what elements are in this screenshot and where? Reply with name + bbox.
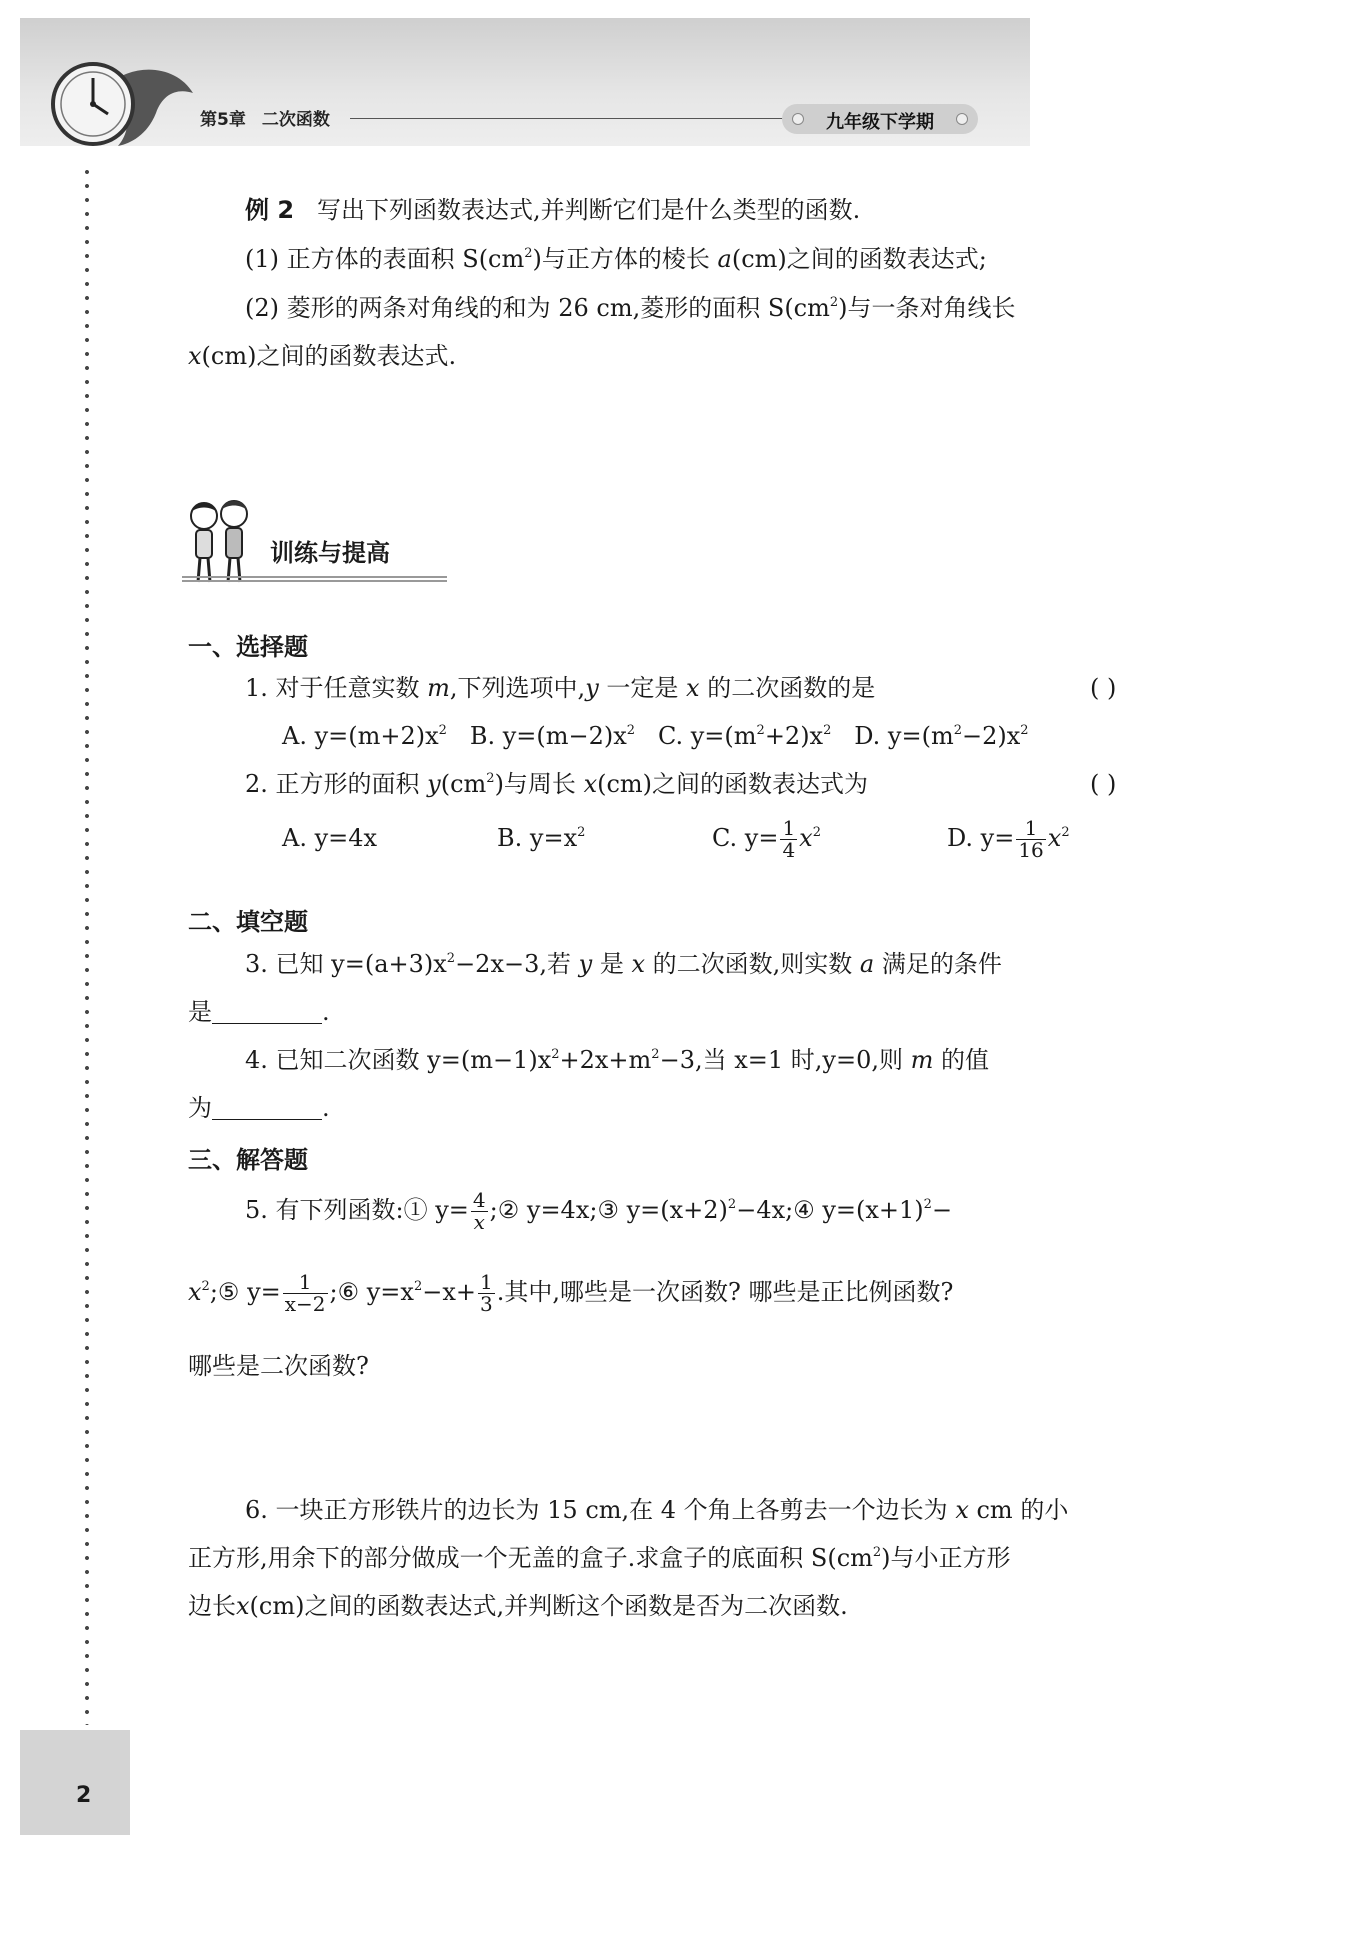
equation: −2x−3: [455, 950, 540, 978]
example-item-1: [245, 247, 987, 271]
text: 一定是: [598, 674, 687, 702]
section-2-title: 二、填空题: [188, 908, 308, 936]
numerator: 1: [1016, 818, 1045, 840]
chapter-title: 二次函数: [261, 110, 330, 130]
text: 是: [188, 998, 212, 1026]
answer-blank-3[interactable]: [212, 1003, 322, 1024]
text: 边长: [188, 1592, 236, 1620]
option-c[interactable]: [658, 722, 831, 750]
superscript: 2: [577, 825, 586, 840]
option-text: +2)x: [764, 722, 824, 750]
superscript: 2: [551, 1047, 560, 1062]
text: ;⑥: [329, 1278, 367, 1306]
equation: y=(x+1): [822, 1196, 924, 1224]
superscript: 2: [1020, 723, 1029, 738]
example-intro: [245, 198, 860, 222]
variable: a: [859, 950, 875, 978]
equation: −4x: [736, 1196, 786, 1224]
variable: x: [188, 1278, 202, 1306]
text: )与小正方形: [881, 1544, 1011, 1572]
option-d[interactable]: [854, 722, 1028, 750]
equation: −x+: [422, 1278, 476, 1306]
grade-pill: [782, 104, 978, 134]
question-4: [245, 1048, 989, 1072]
equation: y=(x+2): [626, 1196, 728, 1224]
superscript: 2: [923, 1197, 932, 1212]
question-6-cont: [188, 1546, 1011, 1570]
text: )与一条对角线长: [838, 294, 1016, 322]
dotted-margin-line: [84, 165, 90, 1725]
question-6: [245, 1498, 1068, 1522]
text: 2. 正方形的面积: [245, 770, 428, 798]
variable: y: [578, 950, 593, 978]
denominator: 16: [1018, 838, 1044, 862]
question-3: [245, 952, 1002, 976]
superscript: 2: [829, 295, 839, 310]
text: 的二次函数,则实数: [645, 950, 860, 978]
denominator: x−2: [284, 1292, 326, 1316]
example-intro-text: 写出下列函数表达式,并判断它们是什么类型的函数.: [316, 196, 861, 224]
text: (2) 菱形的两条对角线的和为 26 cm,菱形的面积 S(cm: [245, 294, 830, 322]
option-text: A. y=(m+2)x: [282, 722, 439, 750]
variable: m: [910, 1046, 934, 1074]
answer-paren-2: ( ): [1090, 770, 1117, 798]
text: cm 的小: [968, 1496, 1069, 1524]
section-banner-title: 训练与提高: [270, 539, 390, 567]
question-6-cont-2: [188, 1594, 848, 1618]
text: (cm)之间的函数表达式为: [597, 770, 869, 798]
option-b[interactable]: [497, 824, 712, 853]
text: 6. 一块正方形铁片的边长为 15 cm,在 4 个角上各剪去一个边长为: [245, 1496, 956, 1524]
text: (cm)之间的函数表达式;: [731, 245, 987, 273]
page-number-box: [20, 1730, 130, 1835]
option-text: −2)x: [961, 722, 1021, 750]
question-2: [245, 772, 868, 796]
variable: y: [585, 674, 599, 702]
equation: −: [931, 1196, 953, 1224]
question-5-cont: [188, 1272, 953, 1315]
text: 满足的条件: [874, 950, 1002, 978]
text: 时,: [783, 1046, 823, 1074]
option-d[interactable]: [947, 816, 1070, 862]
page-number: 2: [76, 1783, 92, 1808]
option-b[interactable]: [470, 722, 635, 750]
equation: y=(a+3)x: [331, 950, 447, 978]
variable: x: [583, 770, 598, 798]
superscript: 2: [446, 951, 456, 966]
option-text: D. y=: [947, 824, 1015, 852]
variable: m: [427, 674, 450, 702]
variable: x: [686, 674, 700, 702]
text: 4. 已知二次函数: [245, 1046, 428, 1074]
equation: y=x: [366, 1278, 414, 1306]
variable: x: [1047, 824, 1062, 852]
equation: +2x+m: [559, 1046, 652, 1074]
text: 是: [592, 950, 632, 978]
question-4-cont: 为 .: [188, 1094, 330, 1122]
equation: −3: [659, 1046, 695, 1074]
header-rule: [350, 118, 785, 119]
kids-illustration-icon: [182, 498, 257, 586]
answer-blank-4[interactable]: [212, 1099, 322, 1120]
text: ,下列选项中,: [449, 674, 586, 702]
denominator: 3: [479, 1292, 493, 1316]
question-5-cont-2: 哪些是二次函数?: [188, 1352, 369, 1380]
text: (1) 正方体的表面积 S(cm: [245, 245, 525, 273]
example-item-2: [245, 296, 1016, 320]
question-5: [245, 1190, 952, 1233]
text: ;⑤: [209, 1278, 248, 1306]
text: 为: [188, 1094, 212, 1122]
superscript: 2: [438, 723, 447, 738]
option-c[interactable]: [712, 818, 947, 861]
section-banner-underline: [182, 576, 447, 582]
variable: x: [236, 1592, 250, 1620]
denominator: 4: [782, 838, 796, 862]
equation: y=(m−1)x: [427, 1046, 552, 1074]
fraction: [1016, 818, 1045, 861]
text: 的二次函数的是: [699, 674, 876, 702]
superscript: 2: [486, 771, 495, 786]
section-1-title: 一、选择题: [188, 633, 308, 661]
text: ;③: [589, 1196, 627, 1224]
fraction: [283, 1272, 328, 1315]
superscript: 2: [727, 1197, 737, 1212]
text: .其中,哪些是一次函数? 哪些是正比例函数?: [496, 1278, 954, 1306]
text: 5. 有下列函数:①: [245, 1196, 436, 1224]
numerator: 1: [283, 1272, 328, 1294]
option-text: B. y=(m−2)x: [469, 722, 627, 750]
option-a[interactable]: [282, 722, 447, 750]
denominator: x: [473, 1210, 485, 1234]
text: )与周长: [494, 770, 584, 798]
text: )与正方体的棱长: [532, 245, 718, 273]
equation: y=4x: [526, 1196, 590, 1224]
variable: x: [188, 342, 202, 370]
equation: y=: [435, 1196, 469, 1224]
fraction: [780, 818, 797, 861]
equation: x=1: [734, 1046, 784, 1074]
option-text: D. y=(m: [854, 722, 954, 750]
variable: a: [717, 245, 732, 273]
text: ;④: [785, 1196, 823, 1224]
equation: y=: [247, 1278, 281, 1306]
variable: x: [799, 824, 813, 852]
option-a[interactable]: [282, 824, 497, 853]
question-1: [245, 676, 875, 700]
variable: x: [631, 950, 645, 978]
example-label: 例 2: [245, 196, 295, 224]
text: (cm)之间的函数表达式,并判断这个函数是否为二次函数.: [249, 1592, 848, 1620]
section-3-title: 三、解答题: [188, 1146, 308, 1174]
fraction: [478, 1272, 495, 1315]
superscript: 2: [756, 723, 765, 738]
text: 的值: [933, 1046, 990, 1074]
chapter-label: 第5章: [200, 110, 246, 130]
question-1-options: [282, 724, 1029, 748]
chapter-heading: [200, 105, 330, 130]
text: 正方形,用余下的部分做成一个无盖的盒子.求盒子的底面积 S(cm: [188, 1544, 873, 1572]
dot-icon: [956, 113, 968, 125]
variable: x: [955, 1496, 969, 1524]
text: 3. 已知: [245, 950, 332, 978]
text: (cm)之间的函数表达式.: [201, 342, 457, 370]
superscript: 2: [823, 723, 832, 738]
superscript: 2: [812, 825, 821, 840]
equation: y=0: [822, 1046, 872, 1074]
option-text: A. y=4x: [282, 824, 378, 852]
superscript: 2: [872, 1545, 882, 1560]
fraction: [471, 1190, 488, 1233]
numerator: 4: [472, 1188, 486, 1212]
superscript: 2: [1061, 825, 1070, 840]
text: ,当: [694, 1046, 735, 1074]
option-text: B. y=x: [497, 824, 578, 852]
text: (cm: [440, 770, 487, 798]
superscript: 2: [651, 1047, 660, 1062]
variable: y: [427, 770, 441, 798]
superscript: 2: [953, 723, 962, 738]
numerator: 1: [782, 816, 796, 840]
example-item-2-cont: [188, 344, 456, 368]
text: ,若: [539, 950, 579, 978]
numerator: 1: [479, 1270, 493, 1294]
compass-runner-logo-icon: [48, 58, 198, 150]
superscript: 2: [626, 723, 636, 738]
question-2-options: [282, 818, 1070, 861]
text: 1. 对于任意实数: [245, 674, 428, 702]
question-3-cont: 是 .: [188, 998, 330, 1026]
superscript: 2: [413, 1279, 423, 1294]
option-text: C. y=: [712, 824, 779, 852]
option-text: C. y=(m: [657, 722, 757, 750]
superscript: 2: [524, 246, 533, 261]
text: ;②: [489, 1196, 527, 1224]
answer-paren-1: ( ): [1090, 674, 1117, 702]
superscript: 2: [201, 1279, 210, 1294]
grade-label: 九年级下学期: [826, 112, 934, 133]
text: ,则: [871, 1046, 911, 1074]
